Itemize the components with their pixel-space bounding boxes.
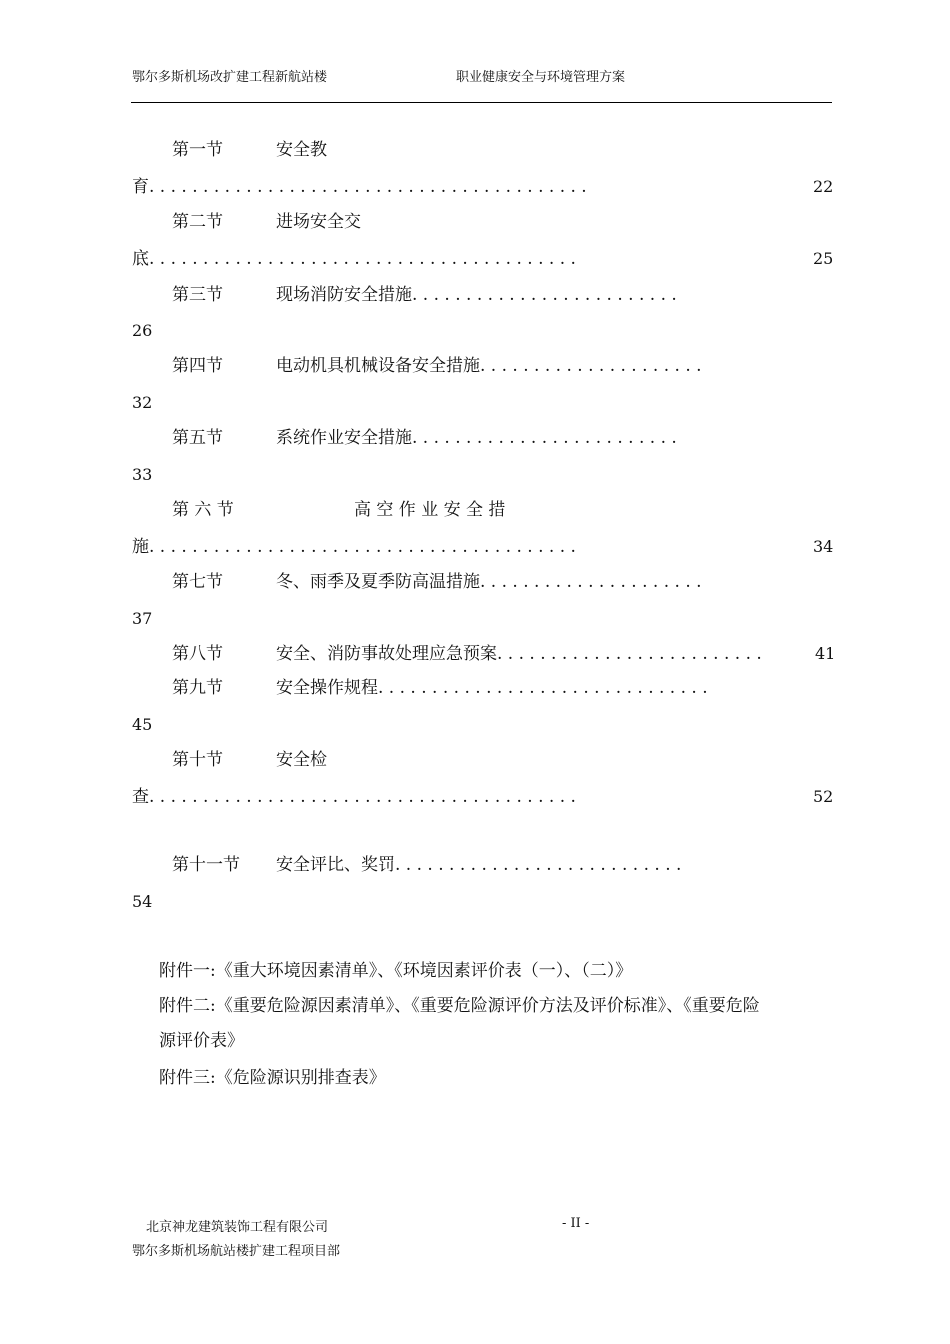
toc-page: 52 [813,787,834,806]
toc-page: 54 [132,892,153,911]
header-rule [131,102,832,103]
toc-title: 冬、雨季及夏季防高温措施. . . . . . . . . . . . . . . . . . . . . [276,572,702,592]
header-right: 职业健康安全与环境管理方案 [456,70,626,85]
toc-page: 32 [132,393,153,412]
toc-title: 电动机具机械设备安全措施. . . . . . . . . . . . . . . . . . . . . [276,356,702,376]
attachment-3: 附件三:《危险源识别排查表》 [159,1068,386,1088]
toc-title: 安全检 [276,750,327,770]
toc-section: 第八节 [172,644,223,664]
header-left: 鄂尔多斯机场改扩建工程新航站楼 [132,70,328,85]
toc-section: 第一节 [172,140,223,160]
toc-section: 第二节 [172,212,223,232]
toc-page: 33 [132,465,153,484]
toc-page: 41 [815,644,836,663]
toc-title: 高 空 作 业 安 全 措 [354,500,506,520]
toc-continuation: 查. . . . . . . . . . . . . . . . . . . . . . . . . . . . . . . . . . . . . . . . [132,787,576,807]
footer-page-number: - II - [562,1216,590,1231]
toc-section: 第 六 节 [172,500,234,520]
toc-section: 第七节 [172,572,223,592]
toc-page: 22 [813,177,834,196]
toc-section: 第三节 [172,285,223,305]
toc-section: 第十节 [172,750,223,770]
attachment-2-line-1: 附件二:《重要危险源因素清单》、《重要危险源评价方法及评价标准》、《重要危险 [159,996,760,1016]
toc-title: 安全、消防事故处理应急预案. . . . . . . . . . . . . . . . . . . . . . . . . [276,644,762,664]
attachment-2-line-2: 源评价表》 [159,1031,244,1051]
toc-section: 第四节 [172,356,223,376]
toc-page: 25 [813,249,834,268]
toc-page: 37 [132,609,153,628]
toc-page: 45 [132,715,153,734]
toc-title: 进场安全交 [276,212,361,232]
attachment-1: 附件一:《重大环境因素清单》、《环境因素评价表（一）、（二）》 [159,961,633,981]
footer-dept: 鄂尔多斯机场航站楼扩建工程项目部 [132,1244,341,1259]
toc-section: 第五节 [172,428,223,448]
toc-section: 第九节 [172,678,223,698]
toc-section: 第十一节 [172,855,240,875]
toc-continuation: 施. . . . . . . . . . . . . . . . . . . . . . . . . . . . . . . . . . . . . . . . [132,537,576,557]
toc-page: 26 [132,321,153,340]
toc-page: 34 [813,537,834,556]
toc-title: 安全评比、奖罚. . . . . . . . . . . . . . . . . . . . . . . . . . . [276,855,682,875]
toc-title: 现场消防安全措施. . . . . . . . . . . . . . . . . . . . . . . . . [276,285,677,305]
toc-continuation: 育. . . . . . . . . . . . . . . . . . . . . . . . . . . . . . . . . . . . . . . . . [132,177,587,197]
toc-title: 系统作业安全措施. . . . . . . . . . . . . . . . . . . . . . . . . [276,428,677,448]
footer-company: 北京神龙建筑装饰工程有限公司 [146,1220,329,1235]
toc-continuation: 底. . . . . . . . . . . . . . . . . . . . . . . . . . . . . . . . . . . . . . . . [132,249,576,269]
toc-title: 安全操作规程. . . . . . . . . . . . . . . . . . . . . . . . . . . . . . . [276,678,708,698]
toc-title: 安全教 [276,140,327,160]
